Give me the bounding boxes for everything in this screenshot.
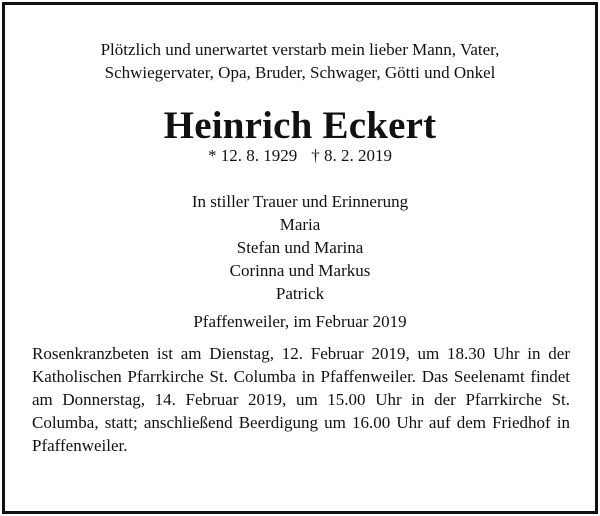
- place-and-date: Pfaffenweiler, im Februar 2019: [193, 312, 407, 331]
- service-details: Rosenkranzbeten ist am Dienstag, 12. Februar 2019, um 18.30 Uhr in der Katholischen Pfarrkirche St. Columba in Pfaffenweiler. Das Seelenamt findet am Donnerstag, 14. Februar 2019, um 15.00 Uhr in der Pfarrkirche St. Columba, statt; anschließend Beerdigung um 16.00 Uhr auf dem Friedhof in Pfaffenweiler.: [32, 344, 570, 455]
- mourner-name: Maria: [279, 215, 321, 234]
- mourner-name: Patrick: [275, 284, 325, 303]
- mourner-name: Stefan und Marina: [236, 238, 364, 257]
- birth-date: * 12. 8. 1929: [208, 146, 298, 165]
- mourners-block: [0, 190, 600, 305]
- mourning-heading: In stiller Trauer und Erinnerung: [191, 192, 409, 211]
- deceased-name: Heinrich Eckert: [163, 104, 437, 147]
- intro-text: [0, 38, 600, 84]
- intro-line-2: Schwiegervater, Opa, Bruder, Schwager, Götti und Onkel: [104, 63, 496, 82]
- death-date: † 8. 2. 2019: [311, 146, 392, 165]
- mourner-name: Corinna und Markus: [229, 261, 371, 280]
- life-dates: [0, 145, 600, 167]
- intro-line-1: Plötzlich und unerwartet verstarb mein lieber Mann, Vater,: [100, 40, 500, 59]
